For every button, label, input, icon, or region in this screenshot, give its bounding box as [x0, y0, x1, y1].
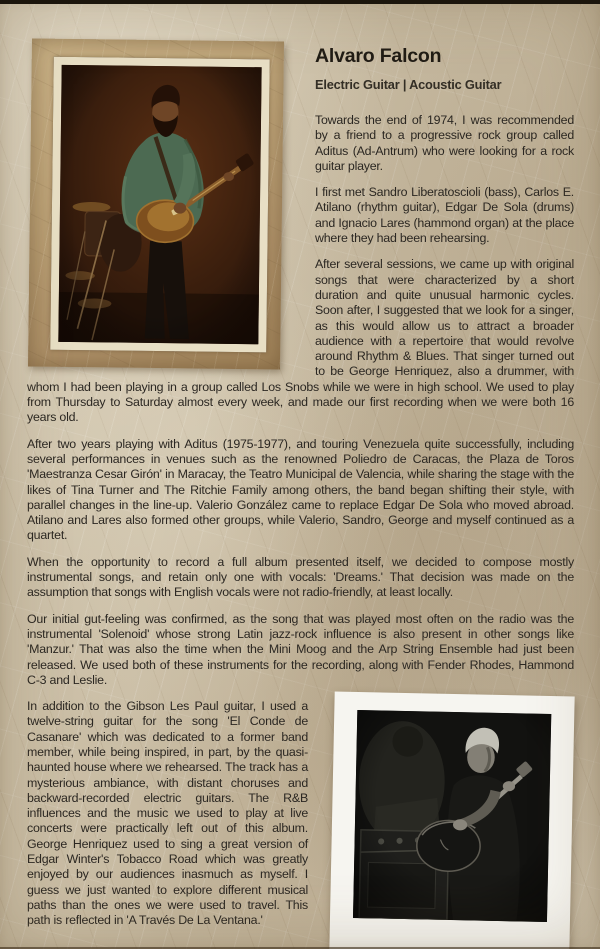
bw-guitarist-photo-illustration	[353, 710, 551, 922]
photo-cream-frame	[50, 57, 270, 353]
article-paragraph: Towards the end of 1974, I was recommended by a friend to a progressive rock group called Aditus (Ad-Antrum) who were looking for a rock guitar player.	[315, 113, 574, 173]
photo-matte-card	[28, 38, 284, 369]
article-paragraph: After two years playing with Aditus (1975-1977), and touring Venezuela quite successfully, including several performances in venues such as the renowned Poliedro de Caracas, the Plaza de Toros 'Maestranza Cesar Girón' in Maracay, the Teatro Municipal de Valencia, while sharing the stage with the likes of Tina Turner and The Ritchie Family among others, the band began shifting their style, with parallel changes in the line-up. Valerio González came to replace Edgar De Sola who moved abroad. Atilano and Lares also formed other groups, while Valerio, Sandro, George and myself continued as a quartet.	[27, 436, 574, 543]
article-paragraph: Our initial gut-feeling was confirmed, as the song that was played most often on the radio was the instrumental 'Solenoid' whose strong Latin jazz-rock influence is also present in other songs like 'Manzur.' That was also the time when the Mini Moog and the Arp String Ensemble had just been released. We used both of these instruments for the recording, along with Fender Rhodes, Hammond C-3 and Leslie.	[27, 611, 574, 687]
sepia-stage-photo-illustration	[58, 65, 261, 344]
page-title: Alvaro Falcon	[315, 45, 442, 67]
photo-white-border	[329, 692, 574, 949]
instrument-credits: Electric Guitar | Acoustic Guitar	[315, 77, 502, 92]
article-paragraph: I first met Sandro Liberatoscioli (bass), Carlos E. Atilano (rhythm guitar), Edgar De Sola (drums) and Ignacio Lares (hammond organ) at the place where they had been rehearsing.	[315, 185, 574, 246]
article-paragraph: After several sessions, we came up with original songs that were characterized by a short duration and quite unusual harmonic cycles. Soon after, I suggested that we look for a singer, as this would allow us to attract a broader audience with a repertoire that would revolve around Rhythm & Blues. That singer turned out to be George Henriquez, also a drummer, with whom I had been playing in a group called Los Snobs while we were in high school. We used to play from Thursday to Saturday almost every week, and made our first recording when we were both 16 years old.	[27, 257, 574, 425]
photo-guitarist-sepia	[27, 37, 315, 377]
photo-guitarist-bw	[322, 690, 574, 949]
article-paragraph: In addition to the Gibson Les Paul guitar, I used a twelve-string guitar for the song 'El Conde de Casanare' which was dedicated to a former band member, while being inspired, in part, by the quasi-haunted house where we rehearsed. The track has a mysterious ambiance, with distant choruses and backward-recorded electric guitars. The R&B influences and the music we used to play at live concerts were practically left out of this album. George Henriquez used to sing a great version of Edgar Winter's Tobacco Road which was greatly enjoyed by our audiences inasmuch as myself. I guess we just wanted to explore different musical paths than the ones we were used to travel. This path is reflected in 'A Través De La Ventana.'	[27, 699, 308, 928]
page-top-edge	[0, 0, 600, 4]
bw-photo-frame	[353, 710, 551, 922]
article-paragraph: When the opportunity to record a full album presented itself, we decided to compose mostly instrumental songs, and retain only one with vocals: 'Dreams.' That decision was made on the assumption that songs with English vocals were not radio-friendly, at least locally.	[27, 554, 574, 600]
